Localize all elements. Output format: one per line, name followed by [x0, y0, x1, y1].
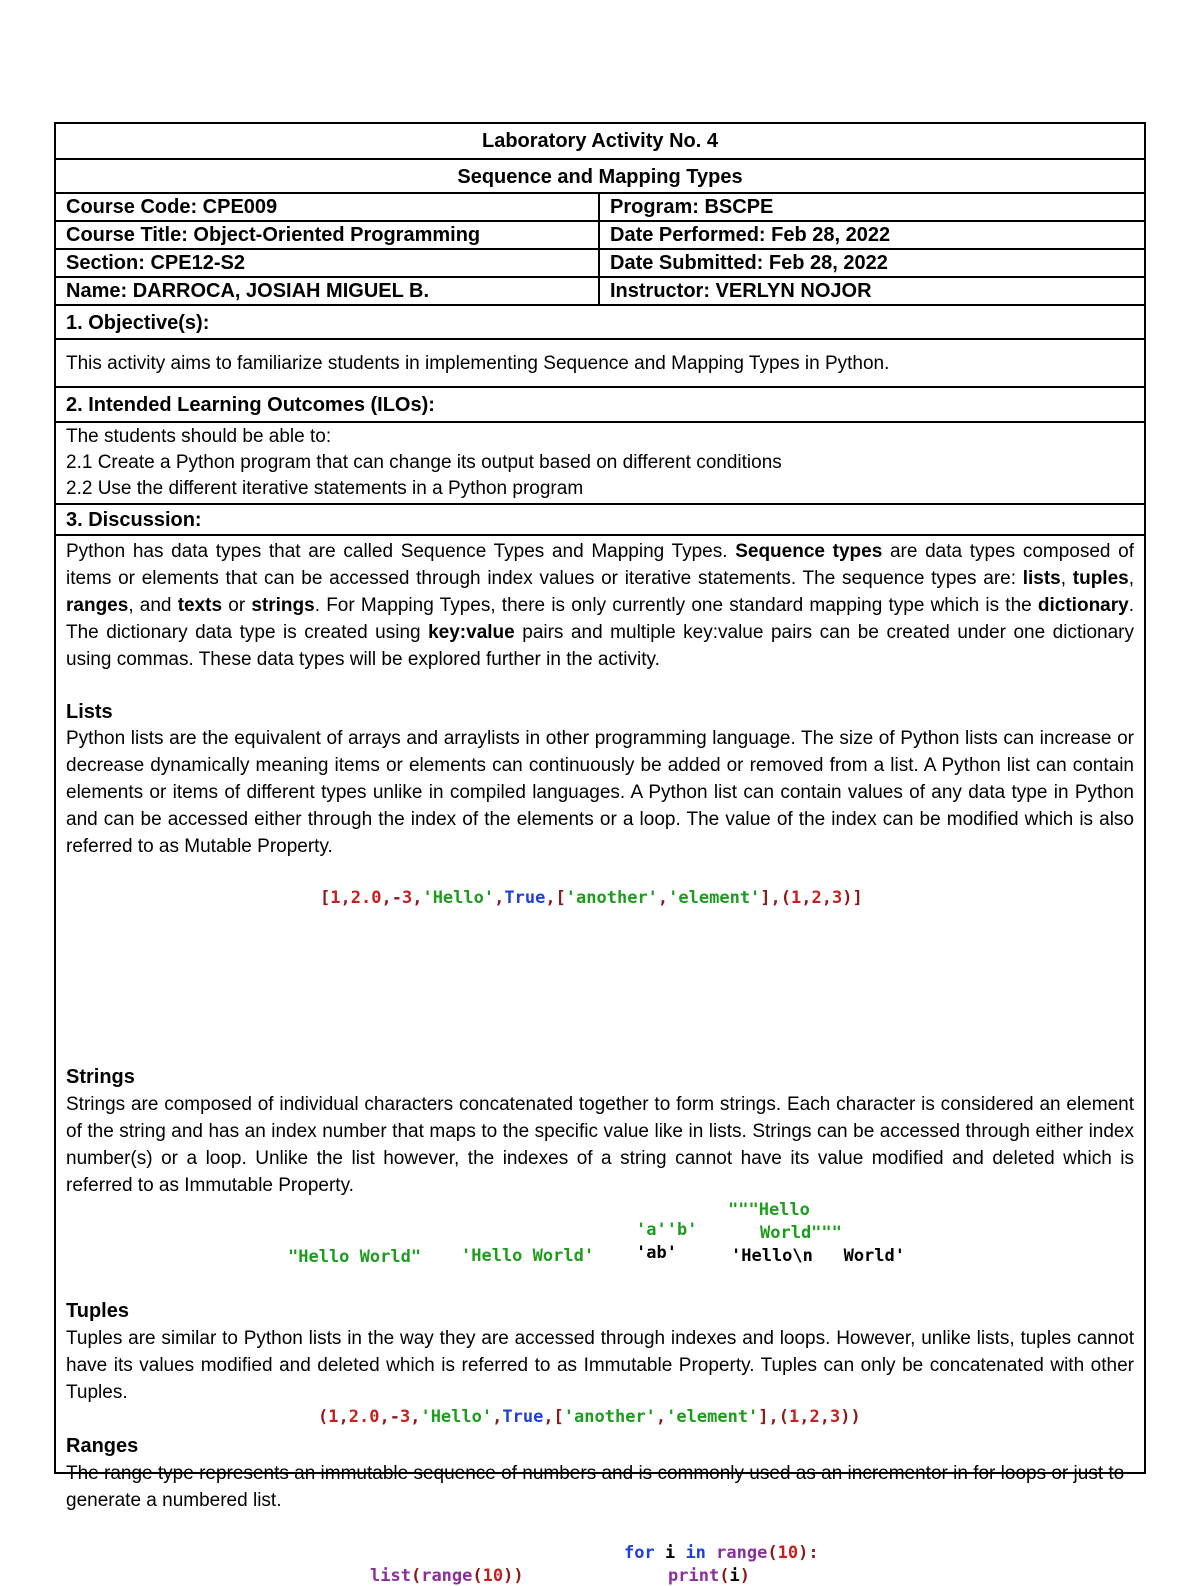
objective-heading: 1. Objective(s):	[56, 306, 1144, 340]
discussion-intro: Python has data types that are called Sequence Types and Mapping Types. Sequence types are data types composed of items or elements that can be accessed through index values or iterative statements. The sequence types are: lists, tuples, ranges, and texts or strings. For Mapping Types, there is only currently one standard mapping type which is the dictionary. The dictionary data type is created using key:value pairs and multiple key:value pairs can be created under one dictionary using commas. These data types will be explored further in the activity.	[66, 541, 1135, 670]
course-code: Course Code: CPE009	[56, 194, 600, 220]
string-example-triple-2: World"""	[760, 1223, 842, 1243]
section: Section: CPE12-S2	[56, 250, 600, 276]
tuple-code-example: (1,2.0,-3,'Hello',True,['another','element'],(1,2,3))	[318, 1407, 861, 1427]
ilo-heading: 2. Intended Learning Outcomes (ILOs):	[56, 388, 1144, 423]
course-title: Course Title: Object-Oriented Programming	[56, 222, 600, 248]
date-submitted: Date Submitted: Feb 28, 2022	[610, 252, 888, 274]
info-row-1	[56, 194, 1144, 222]
ranges-text: The range type represents an immutable sequence of numbers and is commonly used as an incrementor in for loops or just to generate a numbered list.	[66, 1463, 1125, 1511]
term-tuples: tuples	[1072, 568, 1129, 589]
discussion-heading: 3. Discussion:	[56, 505, 1144, 536]
term-texts: texts	[177, 595, 223, 616]
ilo-item: 2.1 Create a Python program that can change its output based on different conditions	[66, 452, 782, 473]
string-example-double: "Hello World"	[288, 1247, 422, 1267]
discussion-body	[56, 536, 1144, 1586]
activity-title: Laboratory Activity No. 4	[56, 124, 1144, 160]
range-for-line-2: print(i)	[668, 1566, 750, 1586]
term-sequence-types: Sequence types	[735, 541, 883, 562]
string-example-concat-out: 'ab'	[636, 1243, 677, 1263]
term-lists: lists	[1022, 568, 1061, 589]
term-dictionary: dictionary	[1037, 595, 1129, 616]
objective-text: This activity aims to familiarize students in implementing Sequence and Mapping Types in Python.	[56, 340, 1144, 388]
string-example-single: 'Hello World'	[461, 1246, 595, 1266]
lists-text: Python lists are the equivalent of arrays and arraylists in other programming language. The size of Python lists can increase or decrease dynamically meaning items or elements can continuously be added or removed from a list. A Python list can contain elements or items of different types unlike in compiled languages. A Python list can contain values of any data type in Python and can be accessed either through the index of the elements or a loop. The value of the index can be modified which is also referred to as Mutable Property.	[66, 728, 1134, 857]
string-example-triple-1: """Hello	[728, 1200, 810, 1220]
range-for-line-1: for i in range(10):	[624, 1543, 819, 1563]
date-performed: Date Performed: Feb 28, 2022	[610, 224, 891, 246]
tuples-text: Tuples are similar to Python lists in the way they are accessed through indexes and loops. However, unlike lists, tuples cannot have its values modified and deleted which is referred to as Immutable Property. Tuples can only be concatenated with other Tuples.	[66, 1328, 1134, 1403]
tuples-heading: Tuples	[66, 1300, 129, 1322]
strings-heading: Strings	[66, 1066, 135, 1088]
term-ranges: ranges	[66, 595, 129, 616]
ilo-item: 2.2 Use the different iterative statements in a Python program	[66, 478, 584, 499]
string-example-concat-src: 'a''b'	[636, 1220, 698, 1240]
ilo-intro: The students should be able to:	[66, 426, 332, 447]
student-name: Name: DARROCA, JOSIAH MIGUEL B.	[56, 278, 600, 304]
list-code-example: [1,2.0,-3,'Hello',True,['another','element'],(1,2,3)]	[320, 888, 863, 908]
term-strings: strings	[251, 595, 315, 616]
strings-text: Strings are composed of individual characters concatenated together to form strings. Each character is considered an element of the string and has an index number that maps to the specific value like in lists. Strings can be accessed through either index number(s) or a loop. Unlike the list however, the indexes of a string cannot have its value modified and deleted which is referred to as Immutable Property.	[66, 1094, 1134, 1196]
lists-heading: Lists	[66, 701, 113, 723]
term-key-value: key:value	[428, 622, 515, 643]
info-row-3	[56, 250, 1144, 278]
ranges-heading: Ranges	[66, 1435, 139, 1457]
instructor: Instructor: VERLYN NOJOR	[610, 280, 872, 302]
activity-subtitle: Sequence and Mapping Types	[56, 160, 1144, 194]
lab-sheet	[54, 122, 1146, 1586]
info-row-4	[56, 278, 1144, 306]
program: Program: BSCPE	[610, 196, 774, 218]
string-example-triple-out: 'Hello\n World'	[731, 1246, 905, 1266]
ilo-body	[56, 423, 1144, 505]
info-row-2	[56, 222, 1144, 250]
range-list-example: list(range(10))	[370, 1566, 524, 1586]
